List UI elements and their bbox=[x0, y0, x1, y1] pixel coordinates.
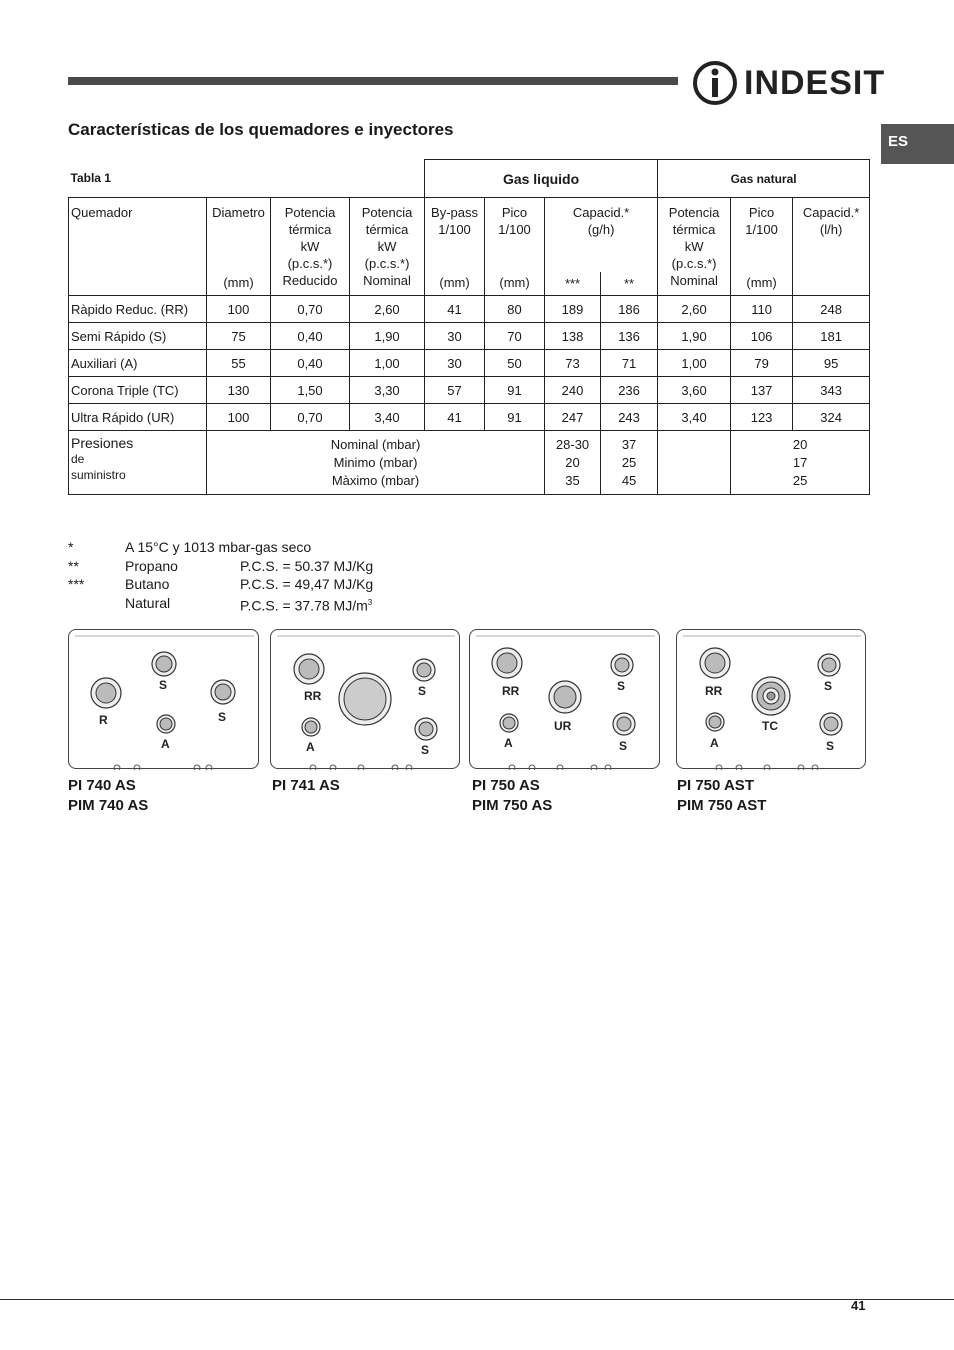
burner-icon bbox=[820, 713, 842, 735]
col-cap-propano: ** bbox=[601, 272, 658, 296]
burner-label: S bbox=[421, 743, 430, 757]
language-tab[interactable]: ES bbox=[881, 124, 954, 164]
burner-spec-table bbox=[68, 159, 870, 495]
hob-diagram-pi750ast bbox=[676, 629, 866, 769]
burner-icon bbox=[818, 654, 840, 676]
group-gas-natural: Gas natural bbox=[658, 160, 870, 198]
page-title: Características de los quemadores e inyectores bbox=[68, 120, 454, 139]
col-capacid: Capacid.* (g/h) bbox=[545, 198, 658, 272]
burner-icon bbox=[413, 659, 435, 681]
knob-row bbox=[310, 765, 412, 770]
col-potencia-ng: Potencia térmica kW (p.c.s.*) Nominal bbox=[658, 198, 731, 296]
table-label: Tabla 1 bbox=[69, 160, 425, 198]
col-quemador: Quemador bbox=[69, 198, 207, 296]
burner-icon bbox=[91, 678, 121, 708]
indesit-i-icon bbox=[692, 59, 738, 107]
col-cap-butano: *** bbox=[545, 272, 601, 296]
burner-label: A bbox=[161, 737, 170, 751]
col-capacid-ng: Capacid.* (l/h) bbox=[793, 198, 870, 296]
burner-label: S bbox=[218, 710, 227, 724]
hob-diagram-pi740 bbox=[68, 629, 259, 769]
burner-label: S bbox=[159, 678, 168, 692]
burner-icon bbox=[549, 681, 581, 713]
burner-label: S bbox=[418, 684, 427, 698]
brand-name: INDESIT bbox=[744, 63, 886, 102]
burner-label: RR bbox=[304, 689, 322, 703]
burner-label: RR bbox=[502, 684, 520, 698]
table-row: Ràpido Reduc. (RR) 100 0,70 2,60 41 80 189 186 2,60 110 248 bbox=[69, 296, 870, 323]
footnotes: * A 15°C y 1013 mbar-gas seco ** Propano P.C.S. = 50.37 MJ/Kg *** Butano P.C.S. = 49,47 MJ/Kg Natural P.C.S. = 37.78 $MJ/m^3$ bbox=[68, 539, 374, 614]
burner-label: A bbox=[306, 740, 315, 754]
page-number: 41 bbox=[851, 1298, 866, 1313]
burner-icon bbox=[700, 648, 730, 678]
col-diametro: Diametro (mm) bbox=[207, 198, 271, 296]
burner-icon bbox=[211, 680, 235, 704]
knob-row bbox=[114, 765, 212, 770]
burner-label: S bbox=[619, 739, 628, 753]
burner-icon bbox=[157, 715, 175, 733]
burner-label: S bbox=[824, 679, 833, 693]
burner-icon bbox=[492, 648, 522, 678]
burner-label: R bbox=[99, 713, 108, 727]
footer-rule bbox=[0, 1299, 954, 1300]
burner-icon bbox=[152, 652, 176, 676]
burner-label: UR bbox=[554, 719, 572, 733]
burner-label: S bbox=[826, 739, 835, 753]
burner-label: A bbox=[710, 736, 719, 750]
col-potencia-reducido: Potencia térmica kW (p.c.s.*) Reducido bbox=[271, 198, 350, 296]
col-potencia-nominal: Potencia térmica kW (p.c.s.*) Nominal bbox=[350, 198, 425, 296]
pressure-row: Presiones de suministro Nominal (mbar) Minimo (mbar) Màximo (mbar) 28-30 20 35 37 25 45 20 17 25 bbox=[69, 431, 870, 495]
hob-diagram-pi741 bbox=[270, 629, 460, 769]
col-pico-ng: Pico 1/100 (mm) bbox=[731, 198, 793, 296]
hob-diagram-pi750 bbox=[469, 629, 660, 769]
burner-label: TC bbox=[762, 719, 778, 733]
burner-icon bbox=[706, 713, 724, 731]
burner-icon bbox=[294, 654, 324, 684]
hob-model-pi741: PI 741 AS bbox=[272, 777, 340, 794]
hob-model-pi750ast: PI 750 AST PIM 750 AST bbox=[677, 777, 767, 814]
burner-icon bbox=[339, 673, 391, 725]
burner-label: A bbox=[504, 736, 513, 750]
knob-row bbox=[509, 765, 611, 770]
burner-label: S bbox=[617, 679, 626, 693]
burner-icon bbox=[613, 713, 635, 735]
group-gas-liquido: Gas liquido bbox=[425, 160, 658, 198]
table-row: Ultra Rápido (UR) 100 0,70 3,40 41 91 247 243 3,40 123 324 bbox=[69, 404, 870, 431]
table-row: Corona Triple (TC) 130 1,50 3,30 57 91 240 236 3,60 137 343 bbox=[69, 377, 870, 404]
brand-logo bbox=[692, 58, 885, 108]
hob-model-pi750: PI 750 AS PIM 750 AS bbox=[472, 777, 553, 814]
hob-model-pi740: PI 740 AS PIM 740 AS bbox=[68, 777, 149, 814]
table-row: Semi Rápido (S) 75 0,40 1,90 30 70 138 136 1,90 106 181 bbox=[69, 323, 870, 350]
burner-icon bbox=[500, 714, 518, 732]
burner-icon bbox=[415, 718, 437, 740]
burner-label: RR bbox=[705, 684, 723, 698]
knob-row bbox=[716, 765, 818, 770]
triple-crown-burner-icon bbox=[752, 677, 790, 715]
col-bypass: By-pass 1/100 (mm) bbox=[425, 198, 485, 296]
burner-icon bbox=[611, 654, 633, 676]
col-pico: Pico 1/100 (mm) bbox=[485, 198, 545, 296]
header-rule bbox=[68, 77, 678, 85]
table-row: Auxiliari (A) 55 0,40 1,00 30 50 73 71 1,00 79 95 bbox=[69, 350, 870, 377]
burner-icon bbox=[302, 718, 320, 736]
